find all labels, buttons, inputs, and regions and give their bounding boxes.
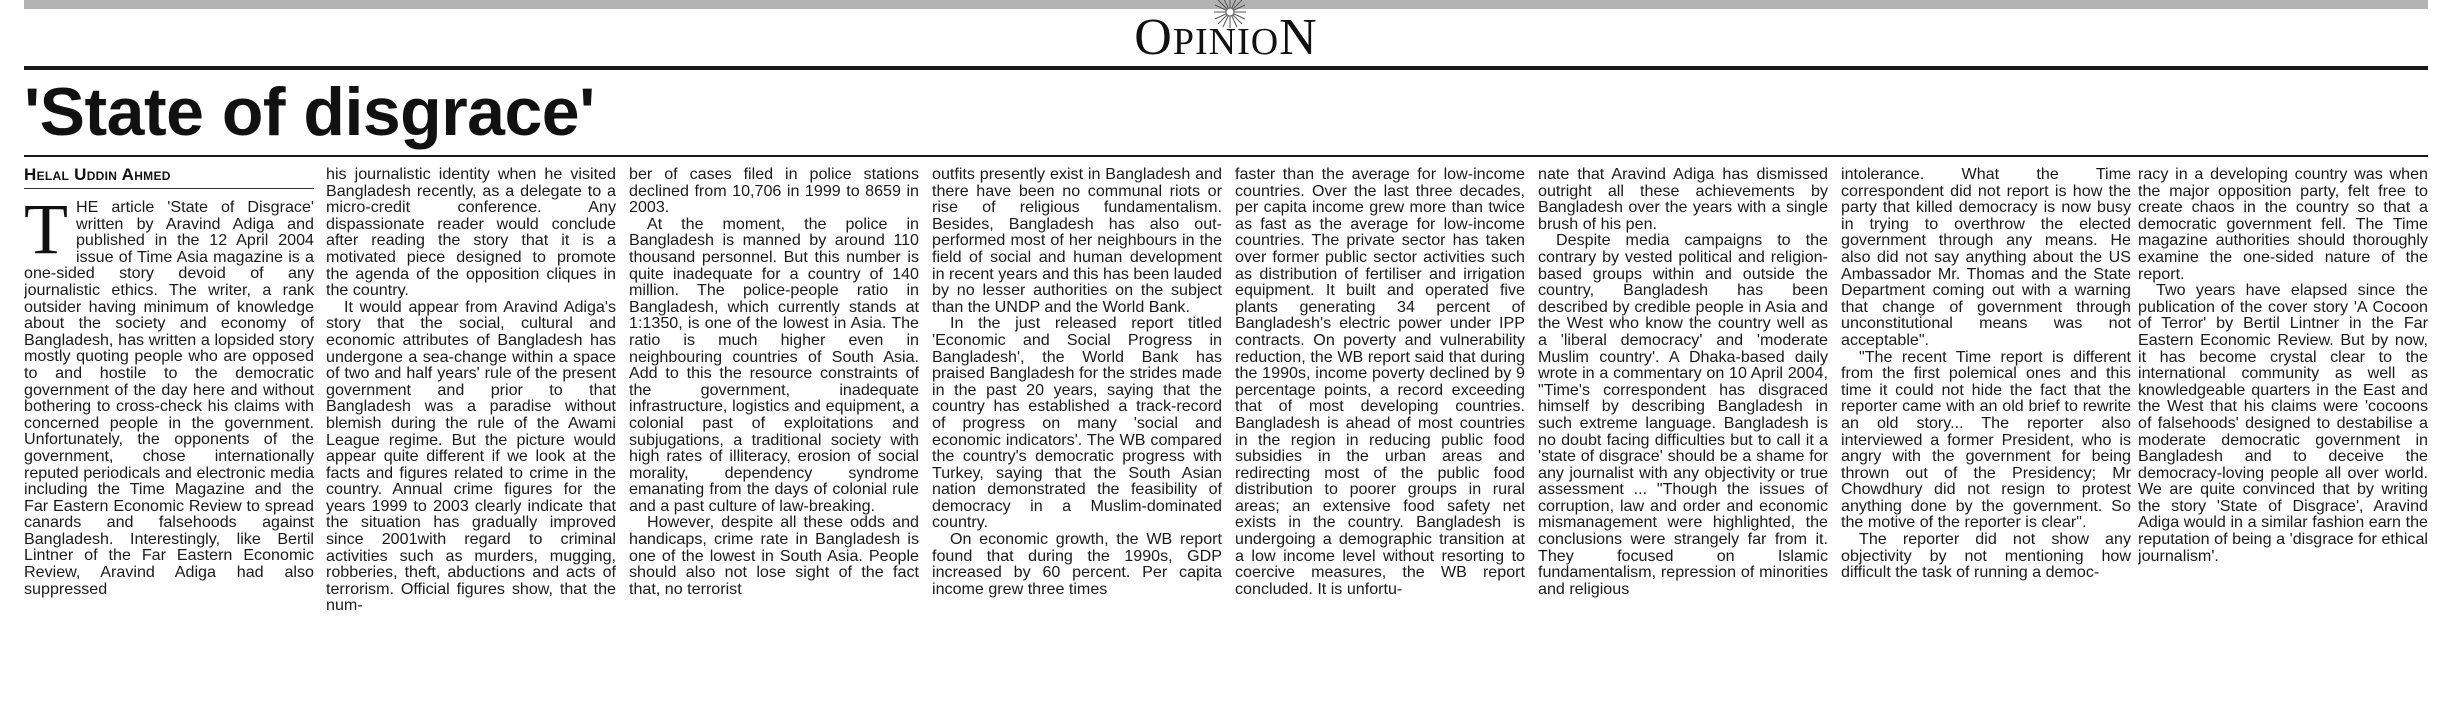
article-column-8 [2138,166,2428,696]
paragraph: "The recent Time report is different from the first polemical ones and this time it could not hide the fact that the reporter came with an old brief to rewrite an old story... The reporter also interviewed a former President, who is angry with the government for being thrown out of the Presidency; Mr Chowdhury did not resign to protest anything done by the government. So the motive of the reporter is clear". [1841,347,2131,532]
headline-divider [24,155,2428,157]
article-column-6 [1538,166,1828,696]
section-title-opinion: OPINION [1134,9,1318,66]
paragraph: his journalistic identity when he visited Bangladesh recently, as a delegate to a micro-credit conference. Any dispassionate reader would conclude after reading the story that it is a motivated piece designed to promote the agenda of the opposition cliques in the country. [326,166,616,300]
paragraph: Two years have elapsed since the publication of the cover story 'A Cocoon of Terror' by Bertil Lintner in the Far Eastern Economic Review. But by now, it has become crystal clear to the international community as well as knowledgeable quarters in the East and the West that his claims were 'cocoons of falsehoods' designed to destabilise a moderate democratic government in Bangladesh and to deceive the democracy-loving people all over world. We are quite convinced that by writing the story 'State of Disgrace', Aravind Adiga would in a similar fashion earn the reputation of being a 'disgrace for ethical journalism'. [2138,281,2428,565]
article-body [24,166,2428,696]
paragraph: The reporter did not show any objectivity by not mentioning how difficult the task of running a democ- [1841,530,2131,582]
paragraph: faster than the average for low-income countries. Over the last three decades, per capita income grew more than twice as fast as the average for low-income countries. The private sector has taken over former public sector activities such as distribution of fertiliser and irrigation equipment. It built and operated five plants generating 34 percent of Bangladesh's electric power under IPP contracts. On poverty and vulnerability reduction, the WB report said that during the 1990s, income poverty declined by 9 percentage points, a record exceeding that of most developing countries. Bangladesh is ahead of most countries in the region in reducing public food subsidies in the urban areas and redirecting most of the public food distribution to poorer groups in rural areas; an extensive food safety net exists in the country. Bangladesh is undergoing a demographic transition at a low income level without resorting to coercive measures, the WB report concluded. It is unfortu- [1235,166,1525,598]
paragraph: At the moment, the police in Bangladesh is manned by around 110 thousand personnel. But this number is quite inadequate for a country of 140 million. The police-people ratio in Bangladesh, which currently stands at 1:1350, is one of the lowest in Asia. The ratio is much higher even in neighbouring countries of South Asia. Add to this the resource constraints of the government, inadequate infrastructure, logistics and equipment, a colonial past of exploitations and subjugations, a traditional society with high rates of illiteracy, erosion of social morality, dependency syndrome emanating from the days of colonial rule and a past culture of law-breaking. [629,214,919,515]
paragraph: ber of cases filed in police stations declined from 10,706 in 1999 to 8659 in 2003. [629,166,919,217]
article-column-1 [24,166,314,696]
article-headline: 'State of disgrace' [24,74,595,150]
article-column-3 [629,166,919,696]
paragraph: However, despite all these odds and handicaps, crime rate in Bangladesh is one of the lowest in South Asia. People should also not lose sight of the fact that, no terrorist [629,513,919,598]
author-byline: Helal Uddin Ahmed [24,166,171,184]
paragraph: nate that Aravind Adiga has dismissed outright all these achievements by Bangladesh over the years with a single brush of his pen. [1538,166,1828,233]
paragraph: intolerance. What the Time correspondent did not report is how the party that killed democracy is now busy in trying to overthrow the elected government through any means. He also did not say anything about the US Ambassador Mr. Thomas and the State Department coming out with a warning that change of government through unconstitutional means was not acceptable". [1841,166,2131,349]
article-column-5 [1235,166,1525,696]
article-column-4 [932,166,1222,696]
paragraph: outfits presently exist in Bangladesh and there have been no communal riots or rise of religious fundamentalism. Besides, Bangladesh has also out-performed most of her neighbours in the field of social and human development in recent years and this has been lauded by no lesser authorities on the subject than the UNDP and the World Bank. [932,166,1222,316]
article-column-7 [1841,166,2131,696]
paragraph: On economic growth, the WB report found that during the 1990s, GDP increased by 60 percent. Per capita income grew three times [932,530,1222,598]
paragraph: HE article 'State of Disgrace' written by Aravind Adiga and published in the 12 April 2004 issue of Time Asia magazine is a one-sided story devoid of any journalistic ethics. The writer, a rank outsider having minimum of knowledge about the society and economy of Bangladesh, has written a lopsided story mostly quoting people who are opposed to and hostile to the democratic government of the day here and without bothering to cross-check his claims with concerned people in the government. Unfortunately, the opponents of the government, chose internationally reputed periodicals and electronic media including the Time Magazine and the Far Eastern Economic Review to spread canards and falsehoods against Bangladesh. Interestingly, like Bertil Lintner of the Far Eastern Economic Review, Aravind Adiga had also suppressed [24,198,314,598]
section-divider [24,66,2428,70]
paragraph: It would appear from Aravind Adiga's story that the social, cultural and economic attributes of Bangladesh has undergone a sea-change within a space of two and half years' rule of the present government and prior to that Bangladesh was a paradise without blemish during the rule of the Awami League regime. But the picture would appear quite different if we look at the facts and figures related to crime in the country. Annual crime figures for the years 1999 to 2003 clearly indicate that the situation has gradually improved since 2001with regard to criminal activities such as murders, mugging, robberies, theft, abductions and acts of terrorism. Official figures show, that the num- [326,297,616,615]
paragraph: racy in a developing country was when the major opposition party, felt free to create chaos in the country so that a democratic government fell. The Time magazine authorities should thoroughly examine the one-sided nature of the report. [2138,166,2428,283]
paragraph: Despite media campaigns to the contrary by vested political and religion-based groups within and outside the country, Bangladesh has been described by credible people in Asia and the West who know the country well as a 'liberal democracy' and 'moderate Muslim country'. A Dhaka-based daily wrote in a commentary on 10 April 2004, "Time's correspondent has disgraced himself by describing Bangladesh in such extreme language. Bangladesh is no doubt facing difficulties but to call it a 'state of disgrace' should be a shame for any journalist with any objectivity or true assessment ... "Though the issues of corruption, law and order and economic mismanagement were highlighted, the conclusions were strangely far from it. They focused on Islamic fundamentalism, repression of minorities and religious [1538,231,1828,598]
article-column-2 [326,166,616,696]
paragraph: In the just released report titled 'Economic and Social Progress in Bangladesh', the World Bank has praised Bangladesh for the strides made in the past 20 years, saying that the country has established a track-record of progress on many 'social and economic indicators'. The WB compared the country's democratic progress with Turkey, saying that the South Asian nation demonstrated the feasibility of democracy in a Muslim-dominated country. [932,314,1222,532]
drop-cap: T [24,189,68,269]
